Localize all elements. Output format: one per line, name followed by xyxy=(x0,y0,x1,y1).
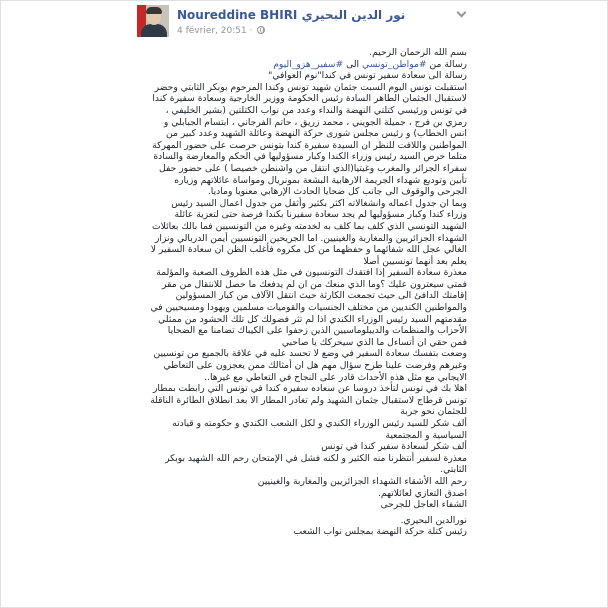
post-paragraph: اصدق التعازي لعائلاتهم. xyxy=(377,487,467,499)
post-text xyxy=(149,47,467,538)
signature-title: رئيس كتلة حركة النهضة بمجلس نواب الشعب xyxy=(293,526,467,538)
post-paragraph: استقبلت تونس اليوم السبت جثمان شهيد تونس وكندا المرحوم بوبكر الثابتي وحضر لاستقبال الجثمان الطاهر السادة رئيس الحكومة ووزير الخارجية وسعادة سفيرة كندا في تونس ورئيسي كتلتي النهضة والنداء وعدد من نواب الكتلتين (بشير الخليفي ، رمزي بن فرج ، جميلة الجويني ، محمد زريق ، حاتم الفرجاني ، ابتسام الجبابلي و انس الحطاب) و رئيس مجلس شورى حركة النهضة وعائلة الشهيد وعدد كبير من المواطنين واللافت للنظر ان السيدة سفيرة كندا بتونس حرصت على حضور المهركة متلما حرص السيد رئيس وزراء الكندا وكبار مسؤوليها في الحكم والمعارضة والسادة سفراء الجزائر والمغرب وغيتيا(الذي انتقل من واشنطن خصيصا ) على حضور حفل تأبين وتوديع شهداء الجريمة الارهابية البشعة بمونريال ومواساة عائلاتهم وزياره الجرحى والوقوف الى جانب كل ضحايا الحادث الإرهابي معنويا وماديا. xyxy=(152,81,467,198)
author-name[interactable]: Noureddine BHIRI نور الدين البحيري xyxy=(177,8,406,22)
post-header xyxy=(1,1,608,41)
post-paragraph: ألف شكر للسيد رئيس الوزراء الكندي و لكل الشعب الكندي و حكومته و قيادته السياسية و المجتمعية xyxy=(172,418,467,441)
signature-name: نورالدين البحيري. xyxy=(400,514,467,526)
post-paragraph: ألف شكر لسعادة سفير كندا في تونس xyxy=(321,441,467,453)
chevron-down-icon[interactable] xyxy=(457,10,467,20)
hashtag-link[interactable]: #سفير_هزو_اليوم xyxy=(273,58,344,70)
globe-icon xyxy=(257,26,265,34)
post-meta xyxy=(177,26,265,36)
post-paragraph: معذرة لسفير أنتظرنا منه الكثير و لكنه فشل في الإمتحان رحم الله الشهيد بوبكر الثابتي. xyxy=(165,452,467,476)
avatar-suit xyxy=(141,24,167,37)
post-line-recipient xyxy=(149,59,467,71)
post-paragraph: الشفاء العاجل للجرحى xyxy=(380,499,467,511)
post-paragraph: معذرة سعادة السفير إذا افتقدك التونسيون في مثل هذه الظروف الصعبة والمؤلمة فمتى سيعترون عليك ؟وما الذي منعك من ان لم يدفعك ما حصل للانتقال من مقر إقامتك الدافئ الى حيث تجمعت الكارثة حيث انتقل الآلاف من كبار المسؤولين والمواطنين الكنديين من مختلف الجنسيات والقوميات مسلمين ويهودا ومسيحيين في مقدمتهم السيد رئيس الوزراء الكندي اذا لم تثر فضولك كل تلك الحشود من ممثلي الأحزاب والمنظمات والديبلوماسيين الذين زحفوا على الكيباك تضامنا مع الضحايا فمن حقي ان أتساءل ما الذي سيحركك يا صاحبي xyxy=(150,267,467,348)
post-paragraph: وضعت بتفسك سعادة السفير في وضع لا تحسد عليه في علاقة بالجميع من تونسيين وغيرهم وفرضت علينا طرح سؤال مهم هل ان أمثالك ممن يعجزون على التعاطي الايجابي مع مثل هذه الأحداث قادر على النجاح في التعاطي مع غيرها.. xyxy=(153,348,467,383)
hashtag-link[interactable]: #مواطن_تونسي xyxy=(362,58,427,70)
avatar[interactable] xyxy=(137,5,169,37)
post-timestamp[interactable]: 4 février, 20:51 xyxy=(177,26,247,36)
line-middle: الى xyxy=(343,58,363,70)
post-paragraph: وبما ان جدول اعماله وانشغالاته اكثر بكثير وأثقل من جدول اعمال السيد رئيس وزراء كندا وكبار مسؤوليها لم يجد سعادة سفيرنا بكندا فرصة حتى لتعزية عائلة الشهيد التونسي الذي كلف بما كلف به لخدمته وغيره من التونسيين فما بالك بعائلات الشهداء الجزائريين والمغاربة والغينيين. اما الجريحين التونسيين أيمن الدربالي ونزار الغالي عجل الله شفائهما و حفظهما من كل مكروه فأغلب الظن ان سعادة السفير لا يعلم بعد أنهما تونسيين أصلا xyxy=(150,197,467,267)
avatar-hair xyxy=(146,7,162,14)
post-line-subject: رسالة الى سعادة سفير تونس في كندا"نوم العوافي" xyxy=(268,70,467,82)
line-prefix: رسالة من xyxy=(426,58,467,70)
post-opening: بسم الله الرحمان الرحيم. xyxy=(369,47,467,58)
privacy-separator: · xyxy=(249,26,256,36)
post-paragraph: رحم الله الأشقاء الشهداء الجزائريين والمغاربة والغينيين xyxy=(257,475,467,487)
post-paragraph: اهلا بك في تونس لتأخذ دروسا عن سعاده سفيره كندا في تونس التي رابطت بمطار تونس قرطاج لاستقبال جثمان الشهيد ولم تغادر المطار الا بعد انطلاق الطائرة الناقلة للجثمان نحو جربة xyxy=(150,383,467,418)
